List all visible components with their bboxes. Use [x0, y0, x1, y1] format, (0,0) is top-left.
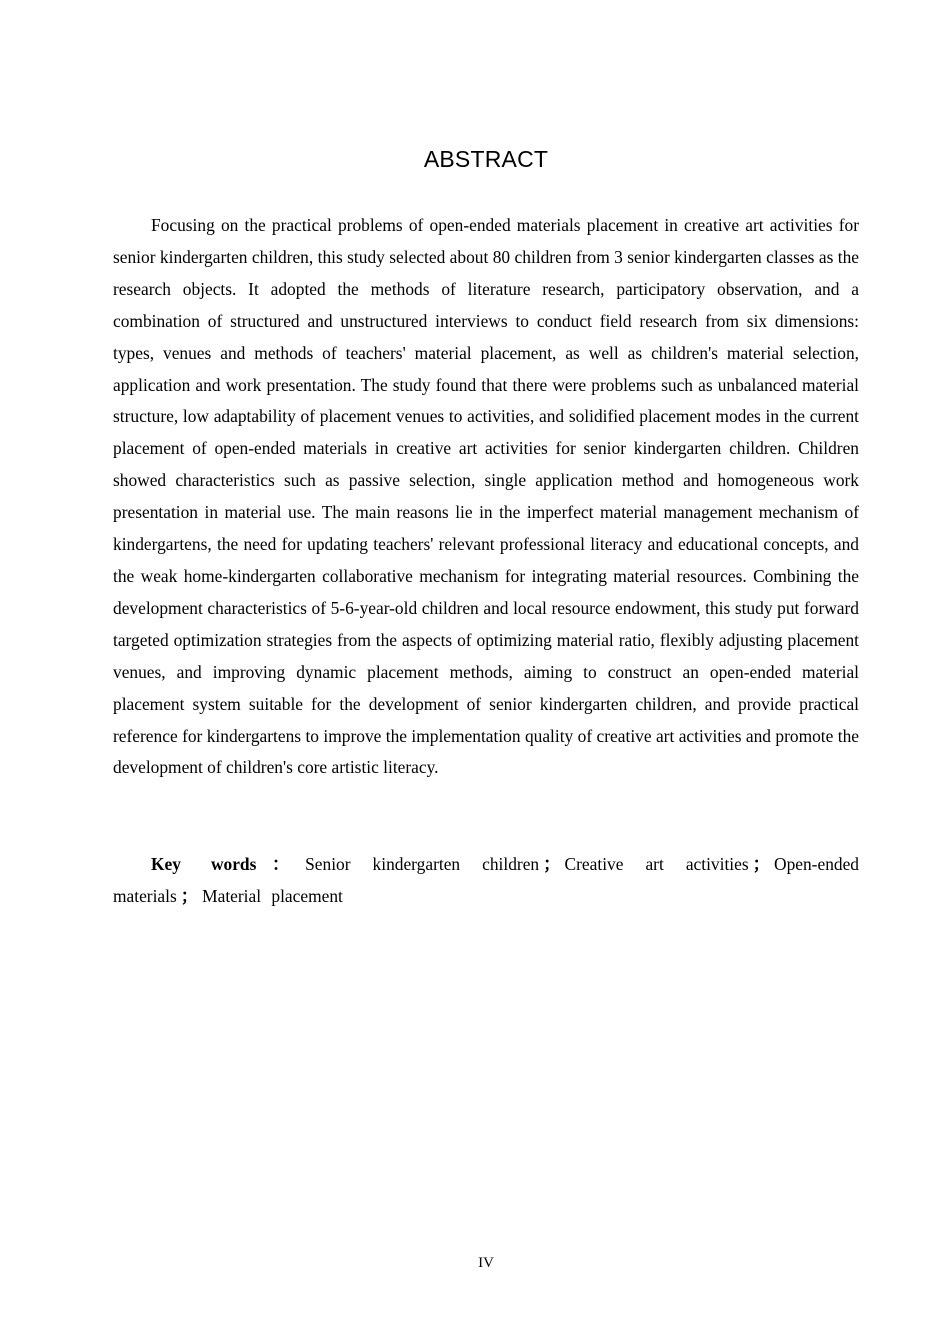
keywords-label: Key words — [151, 854, 257, 874]
keywords-label-separator: ： — [260, 854, 302, 874]
keyword-item: Creative art activities — [564, 854, 749, 874]
page-number: IV — [478, 1255, 494, 1271]
keyword-separator: ； — [543, 854, 561, 874]
keywords-paragraph — [113, 849, 859, 913]
keyword-item: Material placement — [202, 885, 343, 906]
abstract-body: Focusing on the practical problems of open-ended materials placement in creative art activities for senior kindergarten children, this study selected about 80 children from 3 senior kindergarten classes as the research objects. It adopted the methods of literature research, participatory observation, and a combination of structured and unstructured interviews to conduct field research from six dimensions: types, venues and methods of teachers' material placement, as well as children's material selection, application and work presentation. The study found that there were problems such as unbalanced material structure, low adaptability of placement venues to activities, and solidified placement modes in the current placement of open-ended materials in creative art activities for senior kindergarten children. Children showed characteristics such as passive selection, single application method and homogeneous work presentation in material use. The main reasons lie in the imperfect material management mechanism of kindergartens, the need for updating teachers' relevant professional literacy and educational concepts, and the weak home-kindergarten collaborative mechanism for integrating material resources. Combining the development characteristics of 5-6-year-old children and local resource endowment, this study put forward targeted optimization strategies from the aspects of optimizing material ratio, flexibly adjusting placement venues, and improving dynamic placement methods, aiming to construct an open-ended material placement system suitable for the development of senior kindergarten children, and provide practical reference for kindergartens to improve the implementation quality of creative art activities and promote the development of children's core artistic literacy. — [113, 215, 859, 778]
keyword-separator: ； — [752, 854, 771, 874]
keyword-item: Senior kindergarten children — [305, 854, 540, 874]
keyword-separator: ； — [180, 885, 199, 906]
keyword-item: Open-ended materials — [113, 854, 859, 906]
abstract-title: ABSTRACT — [423, 146, 549, 172]
